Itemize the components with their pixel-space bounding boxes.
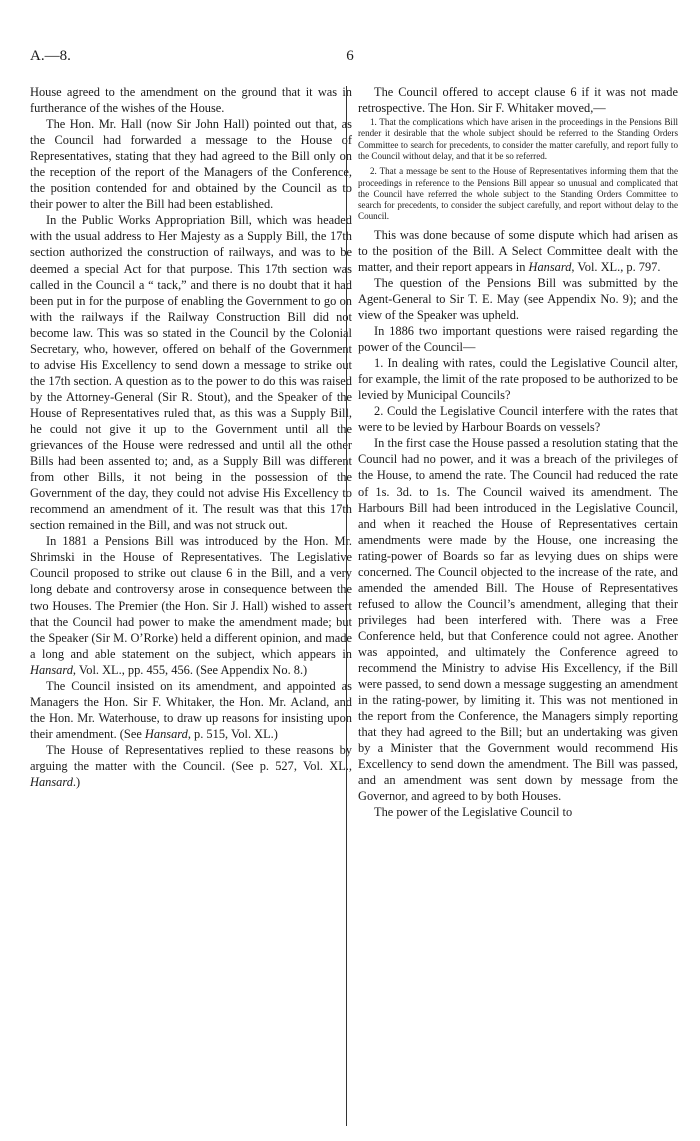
paragraph: The question of the Pensions Bill was submitted by the Agent-General to Sir T. E. May (see Appendix No. 9); and the view of the Speaker was upheld. <box>358 275 678 322</box>
motion-text: 1. That the complications which have arisen in the proceedings in the Pensions Bill render it desirable that the whole subject should be referred to the Standing Orders Committee to search for precedents, to consider the matter carefully, and report fully to the Council without delay, and that it be so referred. <box>358 117 678 161</box>
page-header <box>30 48 670 68</box>
paragraph: 2. Could the Legislative Council interfere with the rates that were to be levied by Harbour Boards on vessels? <box>358 404 678 435</box>
paragraph: The power of the Legislative Council to <box>374 805 573 820</box>
paragraph: The House of Representatives replied to these reasons by arguing the matter with the Council. (See p. 527, Vol. XL., Hansard.) <box>30 742 352 790</box>
paragraph: In 1881 a Pensions Bill was introduced by the Hon. Mr. Shrimski in the House of Representatives. The Legislative Council proposed to strike out clause 6 in the Bill, and a very long debate and controversy arose in consequence between the two Houses. The Premier (the Hon. Sir J. Hall) wished to assert that the Council had power to make the amendment made; but the Speaker (Sir M. O’Rorke) held a different opinion, and made a long and able statement on the subject, which appears in Hansard, Vol. XL., pp. 455, 456. (See Appendix No. 8.) <box>30 534 352 677</box>
left-column <box>30 84 352 790</box>
page-number: 6 <box>346 48 354 64</box>
right-column <box>358 84 678 821</box>
paragraph: In 1886 two important questions were raised regarding the power of the Council— <box>358 324 678 355</box>
paragraph: The Hon. Mr. Hall (now Sir John Hall) pointed out that, as the Council had forwarded a message to the House of Representatives, stating that they had agreed to the Bill only on the reception of the report of the Managers of the Conference, the position contended for and obtained by the Council as to their power to alter the Bill had been established. <box>30 117 352 212</box>
motion-text: 2. That a message be sent to the House of Representatives informing them that the proceedings in reference to the Pensions Bill appear so unusual and complicated that the Council have referred the whole subject to the Standing Orders Committee to search for precedents, to consider the subject carefully, and report without delay to the Council. <box>358 166 678 222</box>
paragraph: In the first case the House passed a resolution stating that the Council had no power, and it was a breach of the privileges of the House, to amend the rate. The Council had reduced the rate of 1s. 3d. to 1s. The Council waived its amendment. The Harbours Bill had been introduced in the Legislative Council, and when it reached the House of Representatives certain amendments were made by the House, one increasing the rating-power of Boards so far as levying dues on ships were concerned. The Council objected to the increase of the rate, and amended the amended Bill. The House of Representatives refused to allow the Council’s amendment, alleging that their privileges had been interfered with. There was a Free Conference held, but that Conference could not agree. Another was appointed, and ultimately the Conference agreed to recommend the Ministry to advise His Excellency, if the Bill were passed, to send down a message suggesting an amendment in the rating-power, by limiting it. This was not mentioned in the report from the Conference, the Managers simply reporting that they had agreed to the Bill; but an undertaking was given by a Minister that the Government would recommend His Excellency to send down the amendment. The Bill was passed, and an amendment was sent down by message from the Governor, and agreed to by both Houses. <box>358 436 678 804</box>
column-divider <box>346 86 347 1126</box>
paragraph: In the Public Works Appropriation Bill, which was headed with the usual address to Her Majesty as a Supply Bill, the 17th section authorized the construction of railways, and was to be deemed a special Act for that purpose. This 17th section was called in the Council a “ tack,” and there is no doubt that it had been put in for the purpose of enabling the Government to go on with the railways if the Railway Construction Bill did not become law. This was so stated in the Council by the Colonial Secretary, who, however, offered on behalf of the Government to advise His Excellency to send down a message to strike out the 17th section. A question as to the power to do this was raised by the Attorney-General (Sir R. Stout), and the Speaker of the House of Representatives ruled that, as this was a Supply Bill, he could not give it up to the Government until all the grievances of the House were redressed and until all the other Bills had been assented to; and, as a Supply Bill was different from other Bills, it not being in the possession of the Government of the day, they could not advise His Excellency to recommend an amendment of it. The result was that this 17th section remained in the Bill, and was not struck out. <box>30 213 352 533</box>
paragraph: This was done because of some dispute which had arisen as to the position of the Bill. A Select Committee dealt with the matter, and their report appears in Hansard, Vol. XL., p. 797. <box>358 227 678 274</box>
paragraph: 1. In dealing with rates, could the Legislative Council alter, for example, the limit of the rate proposed to be authorized to be levied by Municipal Councils? <box>358 356 678 403</box>
paper-reference: A.—8. <box>30 48 71 64</box>
paragraph: House agreed to the amendment on the ground that it was in furtherance of the wishes of the House. <box>30 85 352 116</box>
paragraph: The Council insisted on its amendment, and appointed as Managers the Hon. Sir F. Whitaker, the Hon. Mr. Acland, and the Hon. Mr. Waterhouse, to draw up reasons for insisting upon their amendment. (See Hansard, p. 515, Vol. XL.) <box>30 678 352 741</box>
paragraph: The Council offered to accept clause 6 if it was not made retrospective. The Hon. Sir F. Whitaker moved,— <box>358 85 678 116</box>
